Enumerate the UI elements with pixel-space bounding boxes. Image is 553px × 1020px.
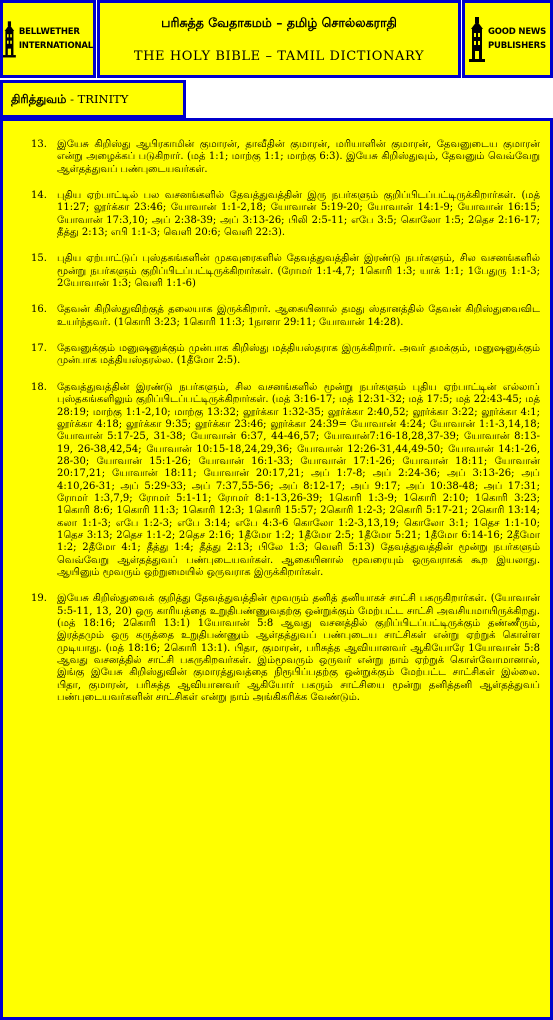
building-icon — [3, 15, 16, 63]
entry-number: 17. — [31, 343, 47, 355]
logo-left-line1: BELLWETHER — [18, 27, 80, 37]
header-tamil-title: பரிசுத்த வேதாகமம் – தமிழ் சொல்லகராதி — [161, 15, 397, 30]
entry-text: தேவனுக்கும் மனுஷனுக்கும் முன்பாக கிறிஸ்து மத்தியஸ்தராக இருக்கிறார். அவர் தமக்கும், மனுஷனுக்கும் முன்பாக மத்தியஸ்தரல்ல. (1தீமோ 2:5). — [57, 343, 540, 367]
entry-number: 14. — [31, 190, 47, 202]
list-item — [31, 382, 540, 580]
list-item — [31, 253, 540, 290]
good-news-logo — [462, 0, 553, 78]
entry-text: புதிய ஏற்பாட்டுப் புஸ்தகங்களின் முகவுரைகளில் தேவத்துவத்தின் இரண்டு நபர்களும், சில வசனங்களில் மூன்று நபர்களும் குறிப்பிடப்பட்டிருக்கிறார்கள். (ரோமர் 1:1-4,7; 1கொரி 1:3; யாக் 1:1; 1பேதுரு 1:1-3; 2யோவான் 1:3; வெளி 1:1-6) — [57, 253, 540, 290]
entry-number: 19. — [31, 593, 47, 605]
list-item — [31, 593, 540, 704]
entry-text: தேவன் கிறிஸ்துவிற்குத் தலையாக இருக்கிறார். ஆகையினால் தமது ஸ்தானத்தில் தேவன் கிறிஸ்துவைவிட உயர்ந்தவர். (1கொரி 3:23; 1கொரி 11:3; 1நாளா 29:11; யோவான் 14:28). — [57, 304, 540, 328]
topic-separator: - — [66, 92, 78, 106]
entry-number: 16. — [31, 304, 47, 316]
topic-tamil: திரித்துவம் — [11, 92, 67, 106]
logo-right-line1: GOOD NEWS — [487, 27, 547, 37]
entry-text: இயேசு கிறிஸ்து ஆபிரகாமின் குமாரன், தாவீதின் குமாரன், மரியாளின் குமாரன், தேவனுடைய குமாரன் என்று அழைக்கப் படுகிறார். (மத் 1:1; மாற்கு 1:1; மாற்கு 6:3). இயேசு கிறிஸ்துவும், தேவனும் வெவ்வேறு ஆள்தத்துவப் பண்புடையவர்கள். — [57, 139, 540, 175]
entry-text: இயேசு கிறிஸ்துவைக் குறித்து தேவத்துவத்தின் மூவரும் தனித் தனியாகச் சாட்சி பகருகிறார்கள். (யோவான் 5:5-11, 13, 20) ஒரு காரியத்தை உறுதிபண்ணுவதற்கு ஒன்றுக்கும் மேற்பட்ட சாட்சி அவசியமாயிருக்கிறது. (மத் 18:16; 2கொரி 13:1) 1யோவான் 5:8 ஆவது வசனத்தில் குறிப்பிடப்பட்டிருக்கும் தண்ணீரும், இரத்தமும் ஒரு கருத்தை உறுதிபண்ணும் ஆள்தத்துவப் பண்புடைய சாட்சிகள் என்று ஏற்றுக் கொள்ள முடியாது. (மத் 18:16; 2கொரி 13:1). பிதா, குமாரன், பரிசுத்த ஆவியானவர் ஆகியோரே 1யோவான் 5:8 ஆவது வசனத்தில் சாட்சி பகருகிறவர்கள். இம்மூவரும் ஒருவர் என்று நாம் ஏற்றுக் கொள்வோமானால், இங்கு இயேசு கிறிஸ்துவின் குமாரத்துவத்தை நிரூபிப்பதற்கு ஒன்றுக்கும் மேற்பட்ட சாட்சிகள் இல்லை. பிதா, குமாரன், பரிசுத்த ஆவியானவர் ஆகியோர் பகரும் சாட்சியை மூன்று தனித்தனி ஆள்தத்துவப் பண்புடையவர்களின் சாட்சிகள் என்று நாம் அங்கிகரிக்க வேண்டும். — [57, 593, 540, 704]
entry-number: 18. — [31, 381, 47, 393]
page-header — [97, 0, 461, 78]
entry-text: தேவத்துவத்தின் இரண்டு நபர்களும், சில வசனங்களில் மூன்று நபர்களும் புதிய ஏற்பாட்டின் எல்லாப் புஸ்தகங்களிலும் குறிப்பிடப்பட்டிருக்கிறார்கள். (மத் 3:16-17; மத் 12:31-32; மத் 17:5; மத் 22:43-45; மத் 28:19; மாற்கு 1:1-2,10; மாற்கு 13:32; லூர்க்கா 1:32-35; லூர்க்கா 2:40,52; லூர்க்கா 3:22; லூர்க்கா 4:1; லூர்க்கா 4:18; லூர்க்கா 9:35; லூர்க்கா 23:46; லூர்க்கா 24:39= யோவான் 4:24; யோவான் 1:1-3,14,18; யோவான் 5:17-25, 31-38; யோவான் 6:37, 44-46,57; யோவான்7:16-18,28,37-39; யோவான் 8:13-19, 26-38,42,54; யோவான் 10:15-18,24,29,36; யோவான் 12:26-31,44,49-50; யோவான் 14:1-26, 28-30; யோவான் 15:1-26; யோவான் 16:1-33; யோவான் 17:1-26; யோவான் 18:11; யோவான் 20:17,21; யோவான் 18:11; யோவான் 20:17,21; அப் 1:7-8; அப் 2:24-36; அப் 3:13-26; அப் 4:10,26-31; அப் 5:29-33; அப் 7:37,55-56; அப் 8:12-17; அப் 9:17; அப் 10:38-48; அப் 17:31; ரோமர் 1:3,7,9; ரோமர் 5:1-11; ரோமர் 8:1-13,26-39; 1கொரி 1:3-9; 1கொரி 2:10; 1கொரி 3:23; 1கொரி 8:6; 1கொரி 11:3; 1கொரி 12:3; 1கொரி 15:57; 2கொரி 1:2-3; 2கொரி 5:17-21; 2கொரி 13:14; கலா 1:1-3; எபே 1:2-3; எபே 3:14; எபே 4:3-6 கொலோ 1:2-3,13,19; கொலோ 3:1; 1தெச 1:1-10; 1தெச 3:13; 2தெச 1:1-2; 2தெச 2:16; 1தீமோ 1:2; 1தீமோ 2:5; 1தீமோ 5:21; 1தீமோ 6:14-16; 2தீமோ 1:2; 2தீமோ 4:1; தீத்து 1:4; தீத்து 2:13; பிலே 1:3; வெளி 5:13) தேவத்துவத்தின் மூன்று நபர்களும் வெவ்வேறு ஆள்தத்துவப் பண்புடையவர்கள். ஆகையினால் மூவரையும் ஒருவராகக் கூற இயலாது. ஆயினும் மூவரும் ஒற்றுமையில் ஒருவராக இருக்கிறார்கள். — [57, 381, 540, 578]
logo-right-line2: PUBLISHERS — [487, 41, 546, 51]
topic-heading — [0, 80, 186, 118]
entry-list — [31, 139, 540, 718]
list-item — [31, 190, 540, 239]
entry-text: புதிய ஏற்பாட்டில் பல வசனங்களில் தேவத்துவத்தின் இரு நபர்களும் குறிப்பிடப்பட்டிருக்கிறார்கள். (மத் 11:27; லூர்க்கா 23:46; யோவான் 1:1-2,18; யோவான் 5:19-20; யோவான் 14:1-9; யோவான் 16:15; யோவான் 17:3,10; அப் 2:38-39; அப் 3:13-26; பிலி 2:5-11; எபே 3:5; கொலோ 1:5; 2தெச 2:16-17; தீத்து 2:13; எபி 1:1-3; வெளி 20:6; வெளி 22:3). — [57, 190, 540, 239]
list-item — [31, 139, 540, 176]
topic-english: TRINITY — [77, 92, 129, 106]
logo-left-line2: INTERNATIONAL — [18, 41, 93, 51]
list-item — [31, 343, 540, 368]
list-item — [31, 304, 540, 329]
content-panel — [0, 118, 553, 1020]
header-english-title: THE HOLY BIBLE – TAMIL DICTIONARY — [133, 49, 425, 64]
entry-number: 15. — [31, 253, 47, 265]
bellwether-logo — [0, 0, 96, 78]
building-icon — [469, 15, 485, 63]
entry-number: 13. — [31, 139, 47, 150]
